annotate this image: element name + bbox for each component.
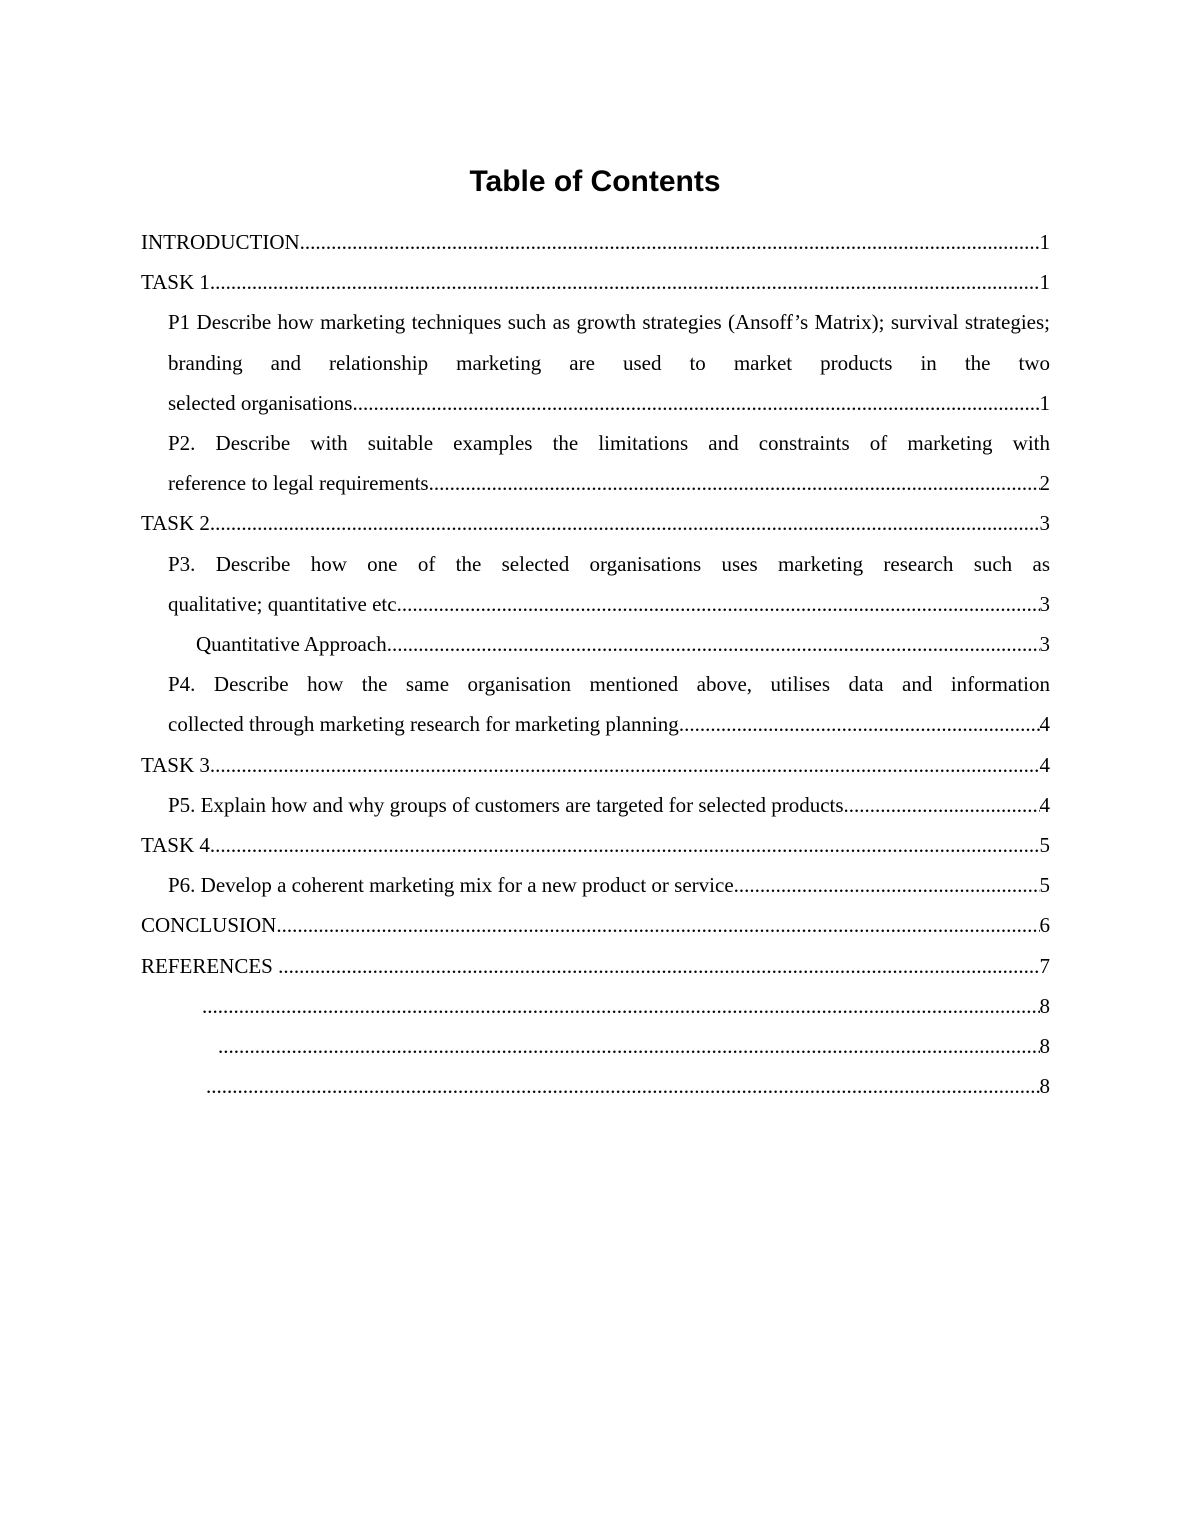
- toc-entry-text: TASK 2: [141, 511, 210, 536]
- dot-leader: [210, 825, 1040, 865]
- dot-leader: [210, 745, 1040, 785]
- toc-title: Table of Contents: [469, 165, 721, 198]
- toc-entry-text: qualitative; quantitative etc: [168, 591, 397, 616]
- toc-entry-task-4[interactable]: [141, 825, 1050, 865]
- dot-leader: [397, 584, 1040, 624]
- toc-entry-text: CONCLUSION: [141, 913, 277, 938]
- toc-entry-text: collected through marketing research for marketing planning: [168, 712, 679, 737]
- toc-entry-text: TASK 3: [141, 752, 210, 777]
- dot-leader: [429, 463, 1040, 503]
- toc-page-number: 3: [1039, 632, 1050, 657]
- toc-entry-p4[interactable]: [168, 664, 1050, 744]
- toc-entry-lead-text: P3. Describe how one of the selected organisations uses marketing research such as: [168, 551, 1050, 576]
- dot-leader: [278, 946, 1039, 986]
- toc-entry-task-3[interactable]: [141, 745, 1050, 785]
- toc-page-number: 8: [1039, 993, 1050, 1018]
- toc-page-number: 8: [1039, 1074, 1050, 1099]
- toc-entry-text: TASK 4: [141, 833, 210, 858]
- toc-entry-p2[interactable]: [168, 423, 1050, 503]
- toc-page-number: 1: [1039, 270, 1050, 295]
- toc-page-number: 4: [1039, 752, 1050, 777]
- toc-entry-lead-text: P2. Describe with suitable examples the limitations and constraints of marketing with: [168, 431, 1050, 456]
- toc-page-number: 3: [1039, 591, 1050, 616]
- toc-page-number: 4: [1039, 712, 1050, 737]
- dot-leader: [202, 986, 1040, 1026]
- toc-entry-task-1[interactable]: [141, 262, 1050, 302]
- toc-page-number: 5: [1039, 833, 1050, 858]
- toc-page-number: 5: [1039, 873, 1050, 898]
- toc-page-number: 6: [1039, 913, 1050, 938]
- dot-leader: [276, 905, 1039, 945]
- toc-entry-unnamed-2[interactable]: [218, 1026, 1050, 1066]
- toc-page-number: 4: [1039, 792, 1050, 817]
- dot-leader: [679, 704, 1040, 744]
- toc-entry-text: P6. Develop a coherent marketing mix for a new product or service: [168, 873, 734, 898]
- toc-entry-p3[interactable]: [168, 544, 1050, 624]
- toc-entry-lead-text: P4. Describe how the same organisation mentioned above, utilises data and information: [168, 672, 1050, 697]
- toc-entry-quantitative-approach[interactable]: [196, 624, 1050, 664]
- toc-entry-unnamed-1[interactable]: [202, 986, 1050, 1026]
- toc-entry-text: selected organisations: [168, 390, 353, 415]
- toc-page-number: 2: [1039, 471, 1050, 496]
- toc-entry-unnamed-3[interactable]: [206, 1066, 1050, 1106]
- toc-entry-p1[interactable]: [168, 302, 1050, 423]
- dot-leader: [844, 785, 1040, 825]
- toc-entry-text: TASK 1: [141, 270, 210, 295]
- toc-entry-lead-text: P1 Describe how marketing techniques such as growth strategies (Ansoff’s Matrix); survival strategies; branding and relationship marketing are used to market products in the two: [168, 310, 1050, 375]
- toc-page-number: 1: [1039, 230, 1050, 254]
- toc-entry-introduction[interactable]: [141, 222, 1050, 262]
- toc-entry-task-2[interactable]: [141, 503, 1050, 543]
- dot-leader: [206, 1066, 1040, 1106]
- toc-page-number: 7: [1039, 953, 1050, 978]
- toc-page-number: 1: [1039, 390, 1050, 415]
- toc-entry-p6[interactable]: [168, 865, 1050, 905]
- toc-entry-text: Quantitative Approach: [196, 632, 387, 657]
- dot-leader: [734, 865, 1040, 905]
- toc-entry-text: REFERENCES: [141, 953, 279, 978]
- toc-entry-text: reference to legal requirements: [168, 471, 429, 496]
- toc-entry-references[interactable]: [141, 946, 1050, 986]
- toc-page-number: 3: [1039, 511, 1050, 536]
- dot-leader: [210, 503, 1040, 543]
- dot-leader: [352, 383, 1039, 423]
- toc-entry-p5[interactable]: [168, 785, 1050, 825]
- table-of-contents: [0, 222, 1190, 1106]
- toc-page-number: 8: [1039, 1034, 1050, 1059]
- dot-leader: [300, 222, 1040, 262]
- toc-entry-text: INTRODUCTION: [141, 230, 300, 254]
- dot-leader: [210, 262, 1040, 302]
- toc-entry-text: P5. Explain how and why groups of customers are targeted for selected products: [168, 792, 844, 817]
- dot-leader: [218, 1026, 1040, 1066]
- dot-leader: [387, 624, 1040, 664]
- toc-entry-conclusion[interactable]: [141, 905, 1050, 945]
